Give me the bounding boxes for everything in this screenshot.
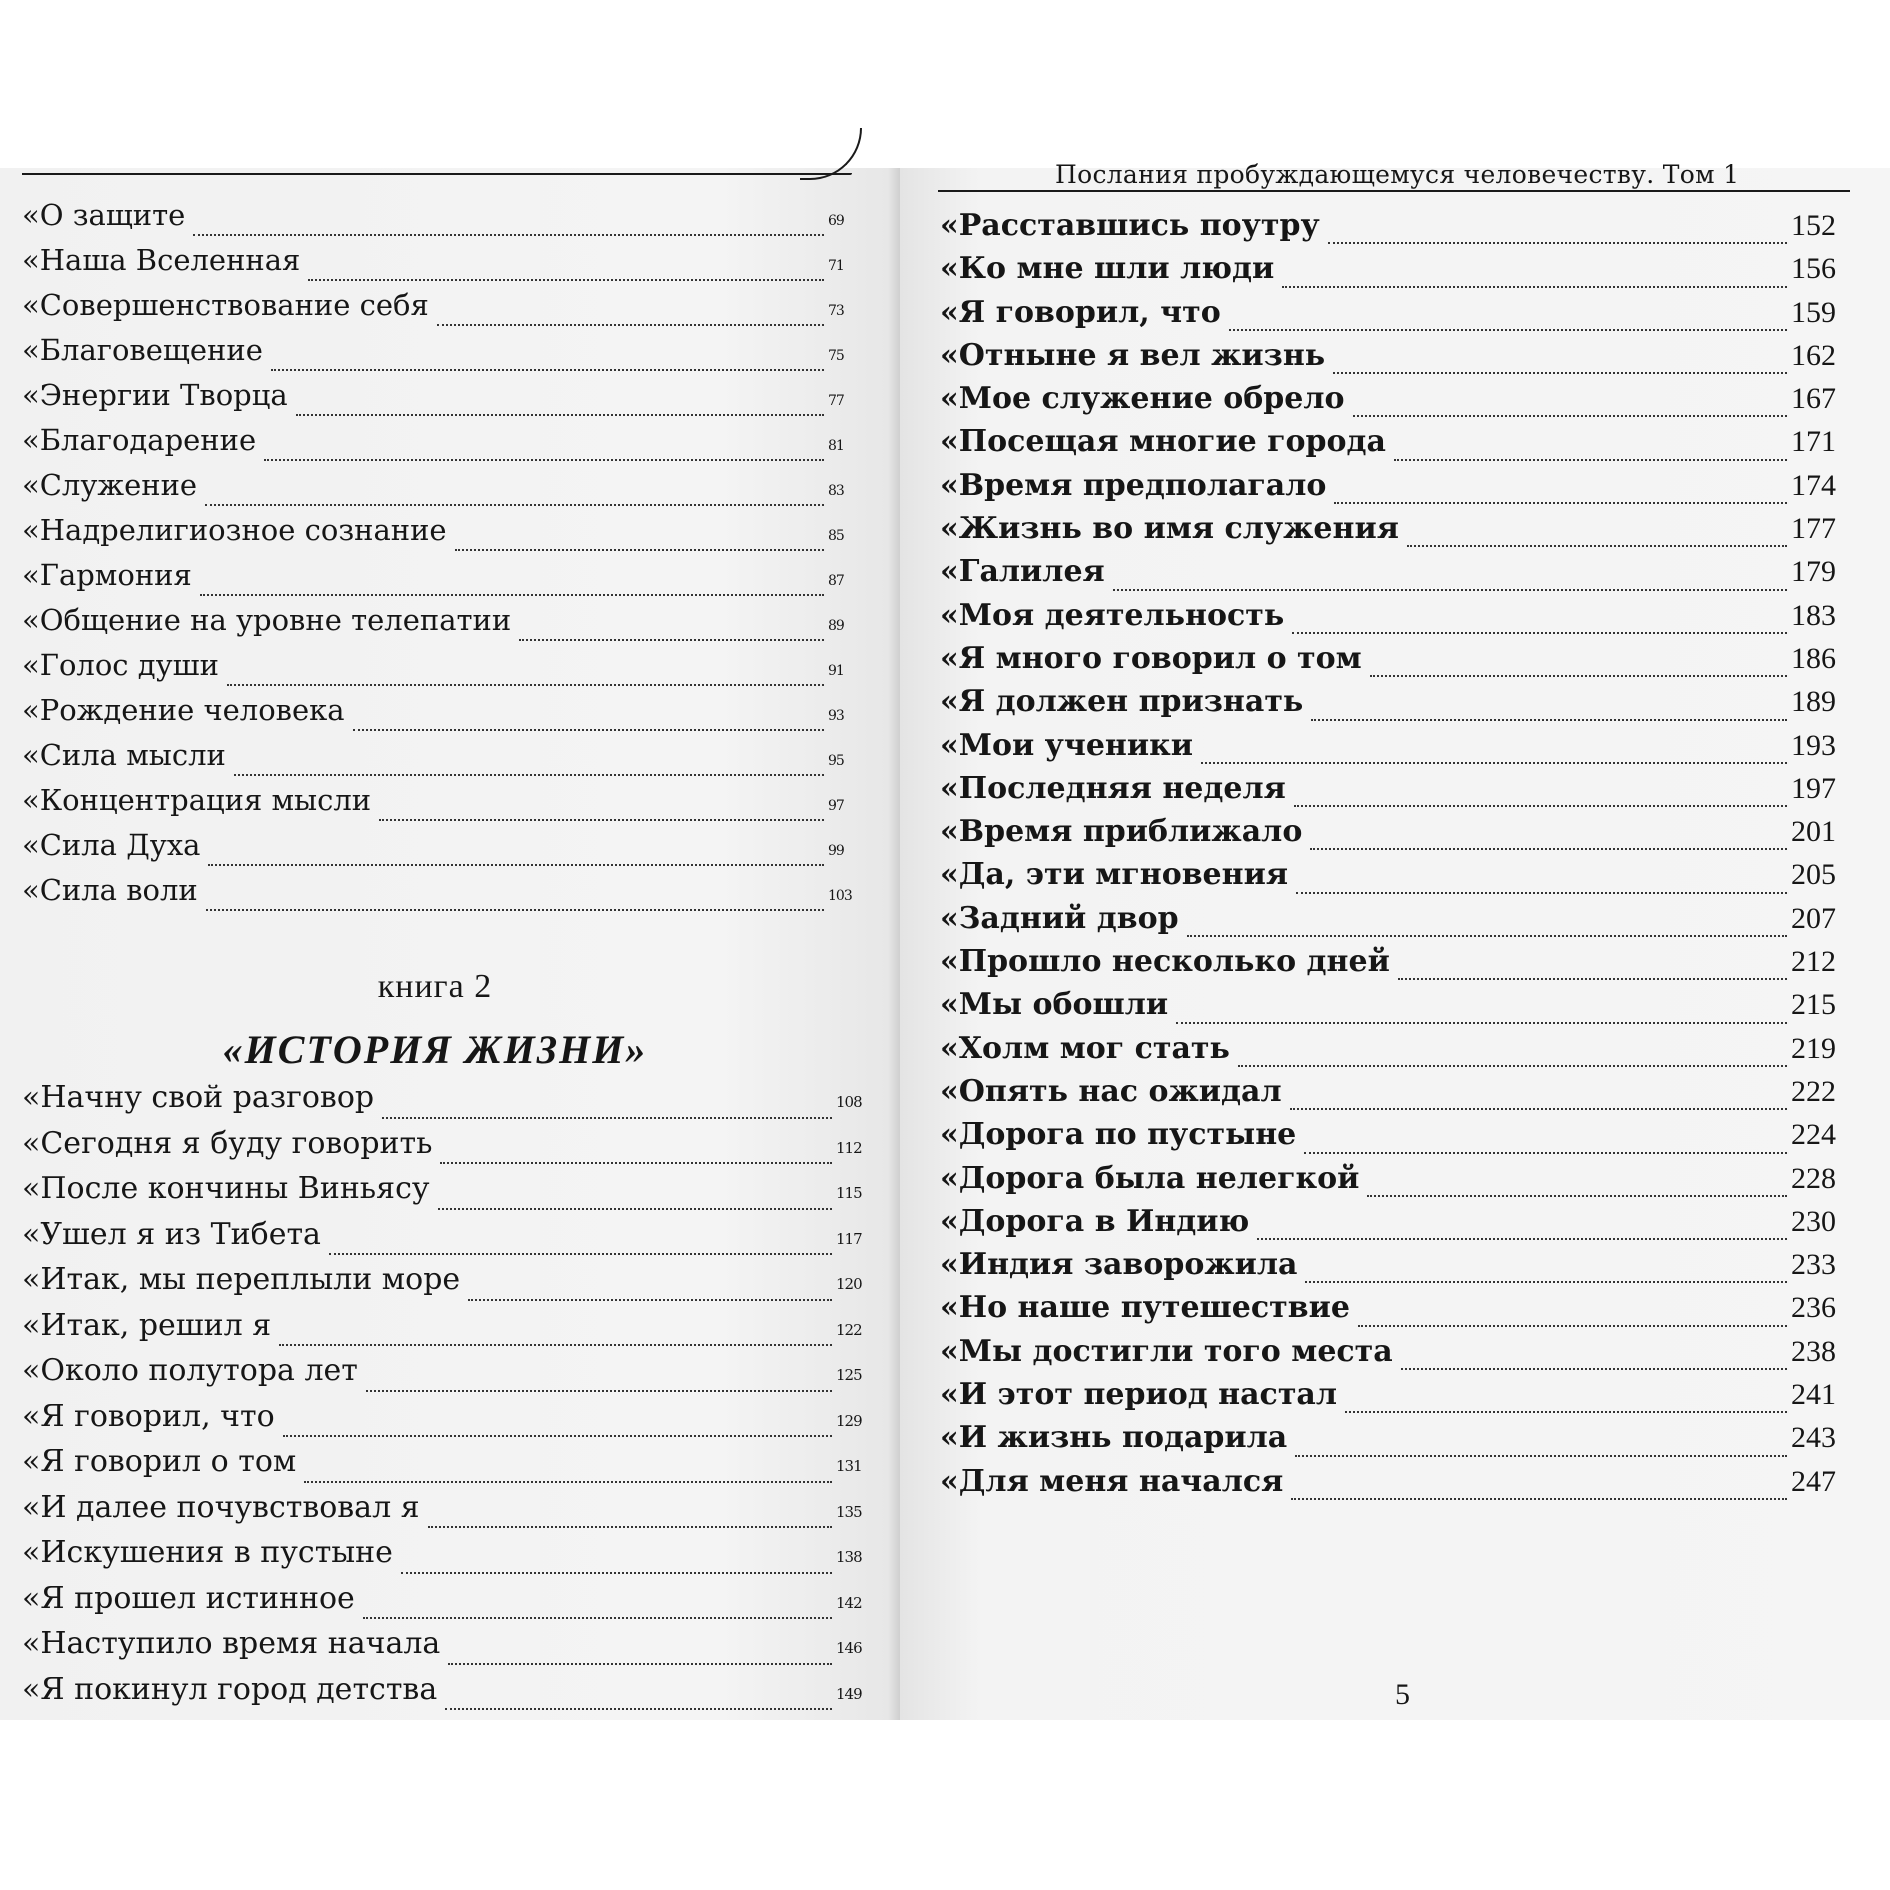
dot-leader	[1310, 848, 1787, 850]
toc-entry	[22, 1444, 862, 1490]
toc-entry	[22, 1262, 862, 1308]
toc-entry-title: «Сила мысли	[22, 738, 226, 772]
dot-leader	[1295, 1455, 1787, 1457]
dot-leader	[1398, 978, 1787, 980]
dot-leader	[234, 774, 824, 776]
toc-entry-page: 177	[1791, 512, 1836, 546]
toc-entry-page: 236	[1791, 1291, 1836, 1325]
toc-entry-page: 230	[1791, 1204, 1836, 1238]
dot-leader	[208, 864, 824, 866]
toc-entry	[22, 198, 848, 243]
toc-entry	[22, 243, 848, 288]
toc-entry	[940, 1117, 1836, 1160]
toc-entry	[22, 693, 848, 738]
toc-entry	[22, 1398, 862, 1445]
dot-leader	[437, 324, 824, 326]
toc-entry-title: «Итак, мы переплыли море	[22, 1262, 461, 1297]
toc-entry-page: 112	[836, 1138, 862, 1157]
toc-entry-page: 228	[1791, 1161, 1836, 1195]
toc-entry-page: 125	[836, 1366, 862, 1384]
toc-entry	[22, 1535, 862, 1581]
toc-entry-title: «Мы обошли	[940, 987, 1169, 1023]
dot-leader	[205, 504, 824, 506]
dot-leader	[1282, 286, 1787, 288]
toc-entry-title: «Моя деятельность	[940, 597, 1285, 633]
toc-entry	[22, 1307, 862, 1354]
toc-entry-page: 75	[828, 348, 844, 364]
dot-leader	[440, 1162, 832, 1164]
dot-leader	[206, 909, 824, 911]
toc-entry-title: «Наступило время начала	[22, 1626, 441, 1661]
toc-entry	[22, 423, 848, 468]
dot-leader	[1290, 1108, 1787, 1110]
toc-entry	[22, 1626, 862, 1672]
toc-entry	[22, 333, 848, 378]
toc-entry-title: «Дорога по пустыне	[940, 1117, 1297, 1153]
dot-leader	[279, 1344, 832, 1346]
dot-leader	[1294, 805, 1787, 807]
toc-entry	[940, 728, 1836, 771]
dot-leader	[1113, 589, 1787, 591]
toc-entry-page: 138	[836, 1548, 862, 1566]
dot-leader	[227, 684, 824, 686]
dot-leader	[1334, 502, 1787, 504]
toc-entry	[22, 648, 848, 693]
dot-leader	[264, 459, 824, 461]
toc-entry-title: «Благовещение	[22, 333, 263, 367]
dot-leader	[1238, 1065, 1787, 1067]
toc-entry-title: «Благодарение	[22, 423, 257, 457]
toc-entry	[22, 468, 848, 513]
toc-entry	[22, 738, 848, 783]
toc-entry	[940, 338, 1836, 381]
toc-entry-page: 238	[1791, 1334, 1836, 1368]
dot-leader	[445, 1708, 832, 1710]
toc-entry-page: 122	[836, 1320, 862, 1339]
header-rule-curve	[800, 128, 862, 180]
toc-entry	[22, 1171, 862, 1217]
toc-entry-title: «Сегодня я буду говорить	[22, 1125, 433, 1161]
toc-entry	[940, 1074, 1836, 1117]
toc-entry	[940, 1377, 1836, 1420]
toc-entry-page: 95	[828, 753, 844, 769]
toc-entry-page: 131	[836, 1457, 862, 1475]
dot-leader	[363, 1617, 832, 1619]
toc-list-book2-right	[940, 208, 1836, 1507]
toc-entry	[22, 783, 848, 828]
toc-entry-title: «Отныне я вел жизнь	[940, 337, 1326, 373]
dot-leader	[1292, 632, 1787, 634]
dot-leader	[200, 594, 824, 596]
toc-entry	[940, 987, 1836, 1030]
toc-entry-page: 174	[1791, 468, 1836, 502]
toc-entry-title: «Посещая многие города	[940, 424, 1386, 460]
toc-entry	[940, 771, 1836, 814]
toc-entry-title: «Я прошел истинное	[22, 1580, 355, 1616]
toc-entry-title: «Дорога была нелегкой	[940, 1160, 1360, 1196]
toc-entry	[22, 828, 848, 873]
toc-entry-page: 91	[828, 663, 844, 679]
toc-entry-page: 115	[836, 1184, 862, 1202]
toc-entry-title: «Энергии Творца	[22, 378, 288, 412]
toc-entry-page: 152	[1791, 209, 1836, 242]
toc-entry	[940, 857, 1836, 900]
toc-entry	[940, 1204, 1836, 1247]
toc-entry	[940, 511, 1836, 554]
toc-entry	[22, 378, 848, 423]
dot-leader	[1407, 545, 1787, 547]
dot-leader	[296, 414, 824, 416]
dot-leader	[353, 729, 824, 731]
toc-entry-page: 205	[1791, 858, 1836, 892]
toc-entry-title: «Надрелигиозное сознание	[22, 513, 447, 547]
toc-entry	[940, 641, 1836, 684]
dot-leader	[1304, 1152, 1787, 1154]
toc-entry-page: 201	[1791, 815, 1836, 849]
toc-entry-page: 146	[836, 1639, 862, 1657]
toc-entry-page: 97	[828, 798, 844, 814]
toc-entry-page: 108	[836, 1093, 862, 1111]
dot-leader	[1201, 762, 1787, 764]
dot-leader	[379, 819, 824, 821]
toc-entry	[940, 1420, 1836, 1463]
toc-entry-title: «Прошло несколько дней	[940, 944, 1390, 980]
toc-entry-title: «Сила Духа	[22, 828, 201, 862]
toc-entry-title: «Галилея	[940, 554, 1105, 590]
toc-entry-page: 99	[828, 843, 844, 859]
toc-entry-title: «Голос души	[22, 648, 219, 682]
toc-entry	[940, 684, 1836, 727]
dot-leader	[1229, 329, 1787, 331]
toc-entry	[940, 1290, 1836, 1333]
toc-entry	[22, 873, 852, 918]
toc-entry	[940, 251, 1836, 294]
toc-entry-page: 89	[828, 618, 844, 634]
toc-entry-page: 215	[1791, 988, 1836, 1022]
toc-entry-title: «Задний двор	[940, 900, 1179, 936]
toc-entry-title: «О защите	[22, 198, 186, 232]
toc-entry-title: «Я покинул город детства	[22, 1671, 438, 1707]
toc-entry-page: 219	[1791, 1031, 1836, 1065]
toc-entry	[22, 1353, 862, 1399]
toc-entry-title: «Совершенствование себя	[22, 288, 429, 322]
dot-leader	[1345, 1411, 1787, 1413]
toc-entry-page: 81	[828, 438, 844, 454]
toc-entry	[22, 558, 848, 603]
toc-entry-page: 193	[1791, 728, 1836, 762]
toc-entry-page: 93	[828, 708, 844, 724]
toc-entry	[940, 295, 1836, 338]
toc-entry-page: 85	[828, 528, 844, 544]
toc-entry-title: «Для меня начался	[940, 1463, 1284, 1499]
left-page	[0, 168, 900, 1720]
toc-entry-title: «И далее почувствовал я	[22, 1489, 420, 1525]
dot-leader	[283, 1435, 832, 1437]
toc-entry-title: «Жизнь во имя служения	[940, 511, 1399, 547]
toc-entry	[940, 1464, 1836, 1507]
dot-leader	[1328, 242, 1787, 244]
toc-entry-page: 197	[1791, 771, 1836, 805]
toc-entry-page: 71	[828, 258, 844, 274]
toc-entry-page: 117	[836, 1229, 862, 1248]
toc-entry	[940, 381, 1836, 424]
toc-entry-page: 69	[828, 213, 844, 229]
toc-entry	[22, 603, 848, 648]
toc-entry-title: «Наша Вселенная	[22, 243, 301, 277]
toc-entry-title: «Я говорил, что	[940, 294, 1221, 330]
toc-entry-page: 167	[1791, 382, 1836, 416]
toc-entry	[940, 1161, 1836, 1204]
toc-entry-title: «Я говорил о том	[22, 1444, 297, 1479]
dot-leader	[1370, 675, 1787, 677]
toc-entry	[940, 208, 1836, 251]
toc-entry-title: «Да, эти мгновения	[940, 857, 1289, 893]
page-number: 5	[1395, 1678, 1410, 1711]
dot-leader	[455, 549, 824, 551]
toc-entry-page: 162	[1791, 338, 1836, 372]
toc-entry-page: 135	[836, 1502, 862, 1521]
toc-entry	[22, 1671, 862, 1718]
dot-leader	[1367, 1195, 1787, 1197]
dot-leader	[193, 234, 824, 236]
toc-entry-page: 87	[828, 573, 844, 589]
toc-entry-page: 77	[828, 393, 844, 409]
toc-entry-title: «Искушения в пустыне	[22, 1535, 393, 1570]
dot-leader	[448, 1663, 832, 1665]
toc-entry-title: «Мое служение обрело	[940, 381, 1345, 417]
toc-entry-title: «Холм мог стать	[940, 1030, 1230, 1066]
toc-entry-page: 186	[1791, 641, 1836, 675]
dot-leader	[1353, 415, 1788, 417]
toc-entry-page: 241	[1791, 1378, 1836, 1412]
toc-entry-page: 189	[1791, 685, 1836, 719]
toc-entry-title: «Гармония	[22, 558, 192, 592]
toc-entry-page: 171	[1791, 425, 1836, 459]
toc-entry	[940, 1334, 1836, 1377]
toc-entry	[22, 1125, 862, 1172]
toc-entry-title: «Я много говорил о том	[940, 640, 1362, 676]
book-title: «ИСТОРИЯ ЖИЗНИ»	[222, 1027, 648, 1072]
dot-leader	[1296, 892, 1787, 894]
toc-entry-page: 83	[828, 483, 844, 499]
dot-leader	[1305, 1281, 1787, 1283]
toc-entry-title: «Ко мне шли люди	[940, 251, 1275, 287]
right-page	[900, 160, 1890, 1720]
toc-entry-page: 243	[1791, 1421, 1836, 1455]
toc-entry	[940, 814, 1836, 857]
header-rule-left	[22, 173, 852, 175]
toc-entry	[22, 1216, 862, 1263]
dot-leader	[1401, 1368, 1787, 1370]
toc-entry	[22, 513, 848, 558]
toc-list-book2-left	[22, 1080, 862, 1717]
toc-entry-title: «Рождение человека	[22, 693, 345, 727]
toc-entry-page: 207	[1791, 901, 1836, 935]
toc-entry	[940, 944, 1836, 987]
toc-entry-page: 103	[828, 888, 852, 904]
dot-leader	[304, 1481, 832, 1483]
dot-leader	[1187, 935, 1787, 937]
dot-leader	[271, 369, 824, 371]
dot-leader	[468, 1299, 832, 1301]
dot-leader	[308, 279, 824, 281]
toc-entry-title: «Дорога в Индию	[940, 1203, 1250, 1239]
toc-entry-page: 247	[1791, 1464, 1836, 1498]
toc-entry-title: «Расставшись поутру	[940, 208, 1320, 243]
dot-leader	[329, 1253, 832, 1255]
toc-entry-page: 212	[1791, 945, 1836, 979]
toc-entry-title: «Я говорил, что	[22, 1398, 275, 1434]
toc-entry-title: «Но наше путешествие	[940, 1290, 1350, 1326]
dot-leader	[1358, 1325, 1787, 1327]
toc-entry-page: 224	[1791, 1118, 1836, 1152]
toc-entry-title: «Итак, решил я	[22, 1307, 272, 1343]
toc-entry	[22, 1580, 862, 1627]
toc-entry-title: «Время предполагало	[940, 467, 1327, 503]
toc-entry-page: 120	[836, 1275, 862, 1293]
toc-entry-title: «Начну свой разговор	[22, 1080, 375, 1115]
book-label: книга 2	[377, 968, 493, 1005]
toc-entry-title: «Концентрация мысли	[22, 783, 372, 817]
toc-entry-page: 159	[1791, 295, 1836, 329]
toc-entry-title: «И жизнь подарила	[940, 1420, 1288, 1456]
dot-leader	[438, 1208, 832, 1210]
toc-entry	[22, 288, 848, 333]
toc-entry	[22, 1080, 862, 1126]
toc-entry-title: «Служение	[22, 468, 198, 502]
toc-entry	[940, 554, 1836, 597]
toc-entry	[940, 424, 1836, 467]
dot-leader	[428, 1526, 832, 1528]
toc-entry-page: 73	[828, 303, 844, 319]
dot-leader	[1291, 1498, 1787, 1500]
header-rule-right	[938, 190, 1850, 192]
toc-entry-page: 183	[1791, 598, 1836, 632]
toc-entry-page: 179	[1791, 555, 1836, 589]
toc-entry-title: «Мои ученики	[940, 727, 1194, 763]
toc-entry-title: «Последняя неделя	[940, 770, 1286, 806]
toc-entry	[940, 1247, 1836, 1290]
toc-entry-title: «И этот период настал	[940, 1377, 1338, 1413]
dot-leader	[1257, 1238, 1787, 1240]
toc-entry-title: «Мы достигли того места	[940, 1333, 1393, 1369]
dot-leader	[1176, 1022, 1787, 1024]
toc-entry	[940, 1031, 1836, 1074]
dot-leader	[382, 1117, 832, 1119]
dot-leader	[1333, 372, 1787, 374]
toc-entry-title: «Опять нас ожидал	[940, 1073, 1282, 1109]
toc-entry	[940, 901, 1836, 944]
dot-leader	[1311, 719, 1787, 721]
toc-entry-title: «Время приближало	[940, 814, 1303, 850]
toc-entry-title: «Ушел я из Тибета	[22, 1216, 321, 1252]
toc-entry-page: 129	[836, 1411, 862, 1430]
toc-entry-page: 156	[1791, 252, 1836, 286]
toc-entry-title: «Сила воли	[22, 873, 198, 907]
toc-entry-page: 149	[836, 1684, 862, 1703]
dot-leader	[366, 1390, 832, 1392]
toc-entry-title: «Индия заворожила	[940, 1247, 1298, 1283]
toc-entry	[940, 468, 1836, 511]
toc-entry-page: 222	[1791, 1074, 1836, 1108]
dot-leader	[1394, 459, 1787, 461]
toc-entry-page: 142	[836, 1593, 862, 1612]
toc-entry-title: «После кончины Виньясу	[22, 1171, 430, 1206]
dot-leader	[519, 639, 824, 641]
toc-entry-title: «Общение на уровне телепатии	[22, 603, 512, 637]
running-header: Послания пробуждающемуся человечеству. Том 1	[1055, 160, 1740, 189]
dot-leader	[401, 1572, 832, 1574]
toc-entry-page: 233	[1791, 1248, 1836, 1282]
toc-entry-title: «Я должен признать	[940, 684, 1304, 720]
toc-entry-title: «Около полутора лет	[22, 1353, 358, 1388]
toc-list-book1	[22, 198, 852, 918]
toc-entry	[940, 598, 1836, 641]
toc-entry	[22, 1489, 862, 1536]
